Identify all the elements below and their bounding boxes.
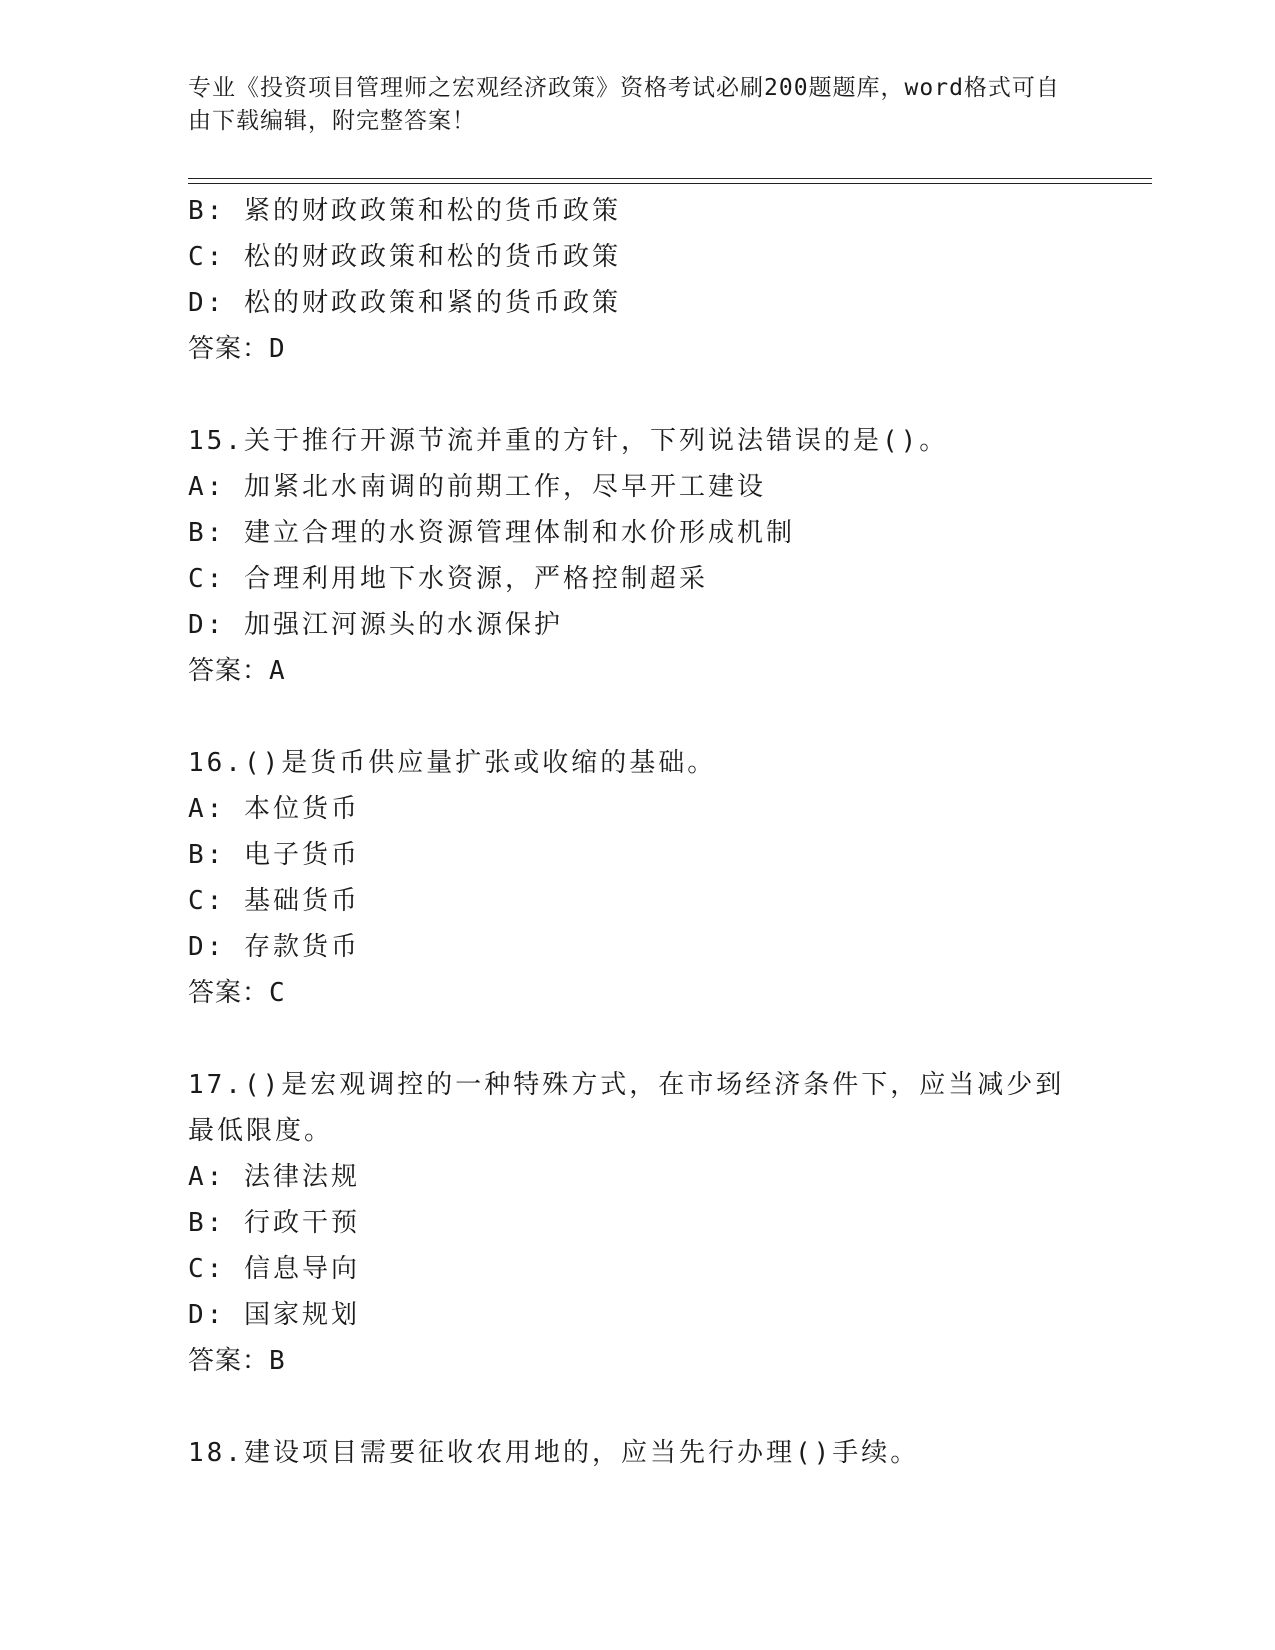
answer-value: A — [269, 656, 286, 686]
option-d: D: 松的财政政策和紧的货币政策 — [188, 288, 621, 318]
answer-value: C — [269, 978, 286, 1008]
question-stem: 15.关于推行开源节流并重的方针，下列说法错误的是()。 — [188, 426, 949, 456]
header-rule-bottom — [188, 183, 1152, 184]
option-b: B: 行政干预 — [188, 1208, 360, 1238]
answer-label: 答案： — [188, 1346, 270, 1376]
question-stem: 17.()是宏观调控的一种特殊方式，在市场经济条件下，应当减少到最低限度。 — [188, 1070, 1065, 1146]
option-b: B: 建立合理的水资源管理体制和水价形成机制 — [188, 518, 795, 548]
answer-line — [188, 970, 1088, 1016]
answer-label: 答案： — [188, 656, 270, 686]
answer-line — [188, 326, 1088, 372]
header-rule-top — [188, 178, 1152, 179]
spacer — [188, 694, 1088, 740]
question-block-18 — [188, 1430, 1088, 1476]
answer-label: 答案： — [188, 334, 270, 364]
option-a: A: 法律法规 — [188, 1162, 360, 1192]
answer-line — [188, 648, 1088, 694]
option-c: C: 合理利用地下水资源，严格控制超采 — [188, 564, 708, 594]
question-block-17 — [188, 1062, 1088, 1384]
answer-line — [188, 1338, 1088, 1384]
answer-label: 答案： — [188, 978, 270, 1008]
question-block-prev — [188, 188, 1088, 372]
option-b: B: 电子货币 — [188, 840, 360, 870]
option-a: A: 本位货币 — [188, 794, 360, 824]
option-a: A: 加紧北水南调的前期工作，尽早开工建设 — [188, 472, 766, 502]
document-header: 专业《投资项目管理师之宏观经济政策》资格考试必刷200题题库，word格式可自由下载编辑，附完整答案！ — [188, 75, 1060, 134]
spacer — [188, 1384, 1088, 1430]
answer-value: B — [269, 1346, 286, 1376]
answer-value: D — [269, 334, 286, 364]
option-c: C: 基础货币 — [188, 886, 360, 916]
option-d: D: 存款货币 — [188, 932, 360, 962]
spacer — [188, 372, 1088, 418]
option-c: C: 信息导向 — [188, 1254, 360, 1284]
question-block-15 — [188, 418, 1088, 694]
question-stem: 16.()是货币供应量扩张或收缩的基础。 — [188, 748, 717, 778]
question-block-16 — [188, 740, 1088, 1016]
option-c: C: 松的财政政策和松的货币政策 — [188, 242, 621, 272]
option-b: B: 紧的财政政策和松的货币政策 — [188, 196, 621, 226]
option-d: D: 国家规划 — [188, 1300, 360, 1330]
question-stem: 18.建设项目需要征收农用地的，应当先行办理()手续。 — [188, 1438, 920, 1468]
question-list — [188, 188, 1088, 1476]
option-d: D: 加强江河源头的水源保护 — [188, 610, 563, 640]
spacer — [188, 1016, 1088, 1062]
